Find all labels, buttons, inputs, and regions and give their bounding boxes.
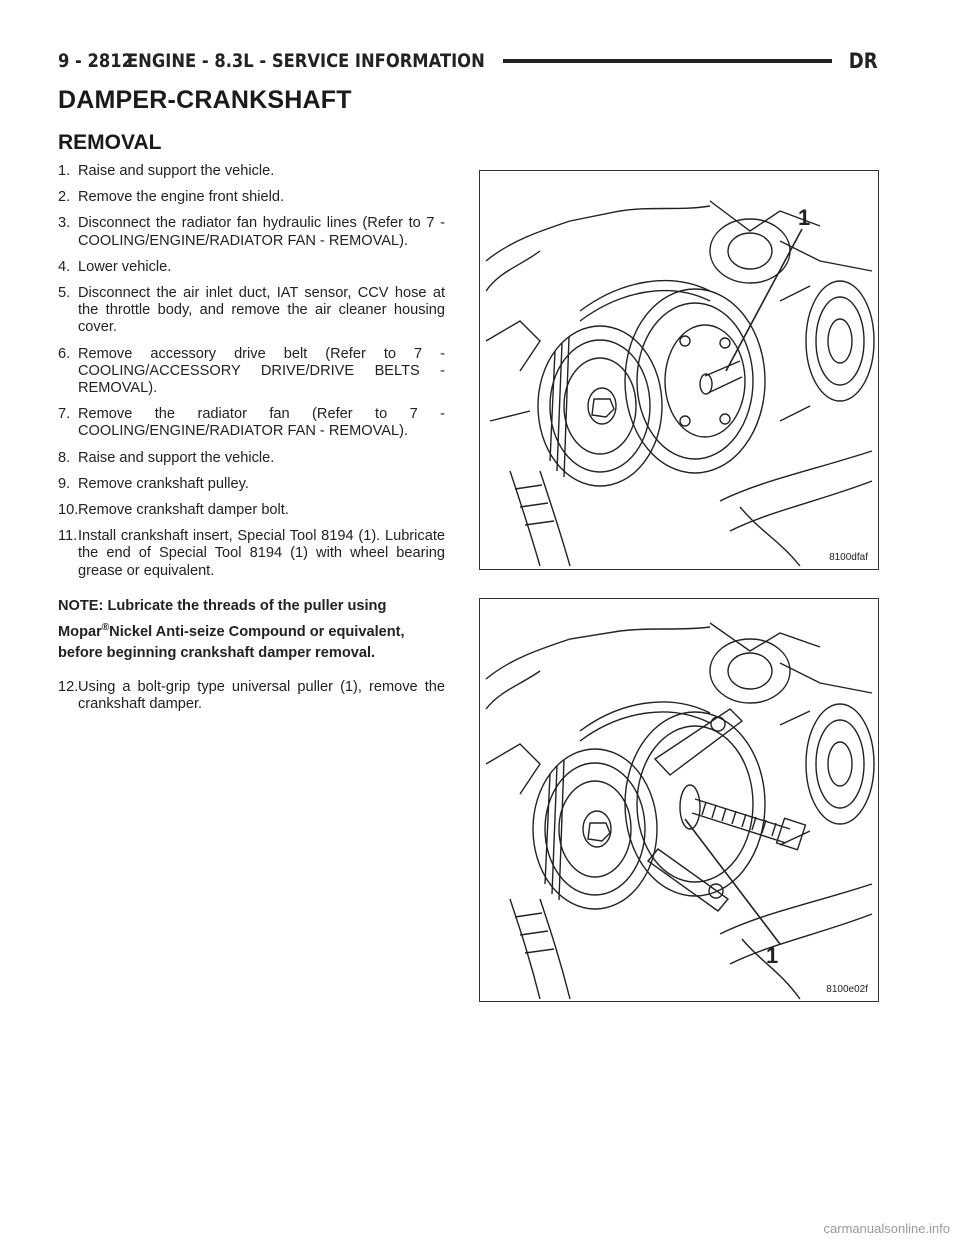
step-number: 5. bbox=[58, 285, 71, 302]
step-item bbox=[58, 406, 445, 440]
section-heading: REMOVAL bbox=[58, 131, 162, 154]
step-number: 4. bbox=[58, 258, 71, 275]
header-rule bbox=[503, 59, 832, 63]
note-prefix: NOTE: Lubricate the threads of the puller using Mopar bbox=[58, 597, 387, 640]
registered-mark: ® bbox=[101, 621, 110, 633]
figure-damper-puller bbox=[479, 598, 879, 1002]
step-item bbox=[58, 215, 445, 249]
step-text: Lower vehicle. bbox=[78, 258, 172, 275]
header-model-code: DR bbox=[849, 49, 878, 73]
step-item bbox=[58, 163, 445, 180]
page-number: 9 - 2812 bbox=[58, 50, 134, 72]
page-title: DAMPER-CRANKSHAFT bbox=[58, 86, 352, 114]
step-number: 9. bbox=[58, 475, 71, 492]
step-text: Remove crankshaft pulley. bbox=[78, 475, 249, 492]
step-item bbox=[58, 502, 445, 519]
step-number: 6. bbox=[58, 345, 71, 362]
step-number: 3. bbox=[58, 215, 71, 232]
removal-steps bbox=[58, 163, 445, 722]
step-text: Install crankshaft insert, Special Tool 8194 (1). Lubricate the end of Special Tool 8194 (1) with wheel bearing grease or equivalent. bbox=[78, 528, 445, 579]
step-text: Remove crankshaft damper bolt. bbox=[78, 502, 289, 519]
step-number: 8. bbox=[58, 449, 71, 466]
header-title: ENGINE - 8.3L - SERVICE INFORMATION bbox=[127, 50, 485, 72]
step-number: 11. bbox=[58, 528, 78, 545]
figure-callout: 1 bbox=[798, 205, 811, 230]
step-item bbox=[58, 346, 445, 398]
step-number: 2. bbox=[58, 189, 71, 206]
figure-code: 8100dfaf bbox=[829, 552, 868, 563]
step-item bbox=[58, 189, 445, 206]
step-item bbox=[58, 679, 445, 713]
step-item bbox=[58, 450, 445, 467]
engine-front-puller-illustration bbox=[480, 599, 878, 1001]
lubrication-note bbox=[58, 596, 445, 664]
step-text: Remove the radiator fan (Refer to 7 - COOLING/ENGINE/RADIATOR FAN - REMOVAL). bbox=[78, 406, 445, 440]
figure-crankshaft-insert bbox=[479, 170, 879, 570]
step-item bbox=[58, 528, 445, 580]
step-item bbox=[58, 476, 445, 493]
figure-code: 8100e02f bbox=[826, 984, 868, 995]
step-number: 7. bbox=[58, 406, 71, 423]
page-header bbox=[58, 46, 878, 76]
engine-front-illustration bbox=[480, 171, 878, 569]
step-text: Raise and support the vehicle. bbox=[78, 163, 275, 179]
note-suffix: Nickel Anti-seize Compound or equivalent, before beginning crankshaft damper removal. bbox=[58, 623, 405, 661]
step-number: 12. bbox=[58, 678, 79, 695]
footer-watermark: carmanualsonline.info bbox=[823, 1221, 950, 1236]
step-number: 1. bbox=[58, 163, 71, 179]
step-text: Disconnect the air inlet duct, IAT sensor, CCV hose at the throttle body, and remove the air cleaner housing cover. bbox=[78, 285, 445, 336]
step-number: 10. bbox=[58, 502, 79, 519]
step-item bbox=[58, 259, 445, 276]
step-text: Remove the engine front shield. bbox=[78, 189, 285, 206]
step-text: Raise and support the vehicle. bbox=[78, 449, 275, 466]
step-text: Disconnect the radiator fan hydraulic lines (Refer to 7 - COOLING/ENGINE/RADIATOR FAN - REMOVAL). bbox=[78, 215, 445, 249]
step-text: Remove accessory drive belt (Refer to 7 - COOLING/ACCESSORY DRIVE/DRIVE BELTS - REMOVAL). bbox=[78, 345, 445, 397]
figure-callout: 1 bbox=[766, 943, 779, 968]
step-text: Using a bolt-grip type universal puller (1), remove the crankshaft damper. bbox=[78, 678, 445, 712]
step-item bbox=[58, 285, 445, 337]
